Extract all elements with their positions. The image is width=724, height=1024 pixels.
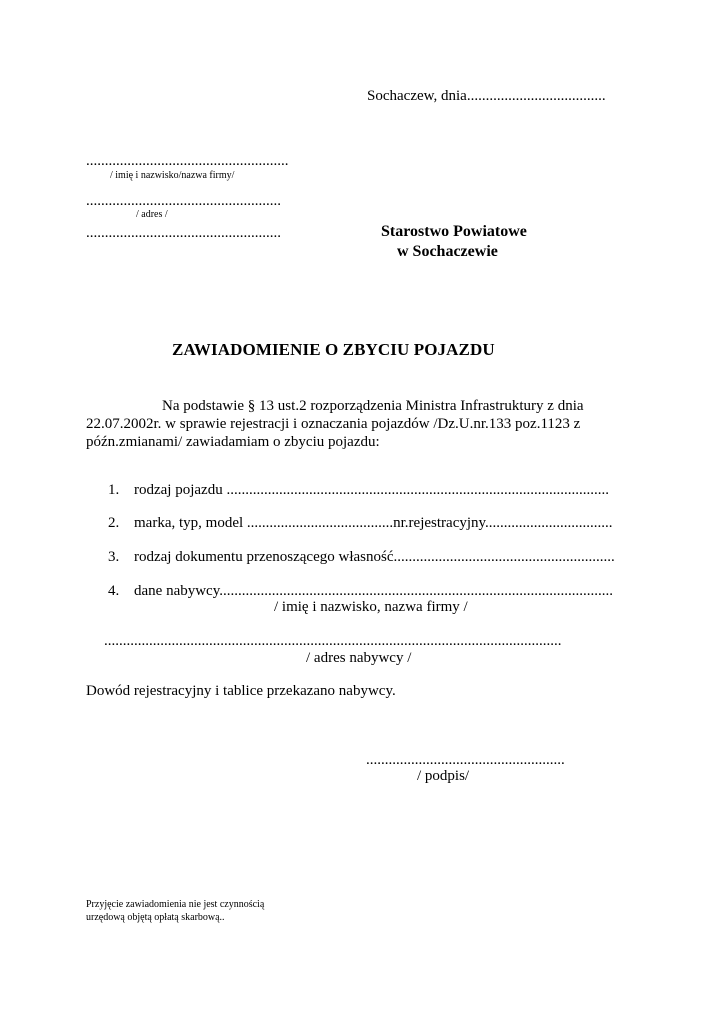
- intro-line-1: Na podstawie § 13 ust.2 rozporządzenia Ministra Infrastruktury z dnia: [162, 398, 584, 414]
- footer-note-line-2: urzędową objętą opłatą skarbową..: [86, 912, 225, 923]
- buyer-name-caption: / imię i nazwisko, nazwa firmy /: [274, 599, 468, 615]
- intro-line-3: późn.zmianami/ zawiadamiam o zbyciu pojazdu:: [86, 434, 380, 450]
- recipient-city: w Sochaczewie: [397, 243, 498, 260]
- intro-paragraph: [86, 397, 606, 451]
- item-number: 2.: [108, 515, 120, 531]
- item-text: rodzaj pojazdu ......................................................................................................: [134, 482, 609, 498]
- item-number: 4.: [108, 583, 120, 599]
- sender-name-caption: / imię i nazwisko/nazwa firmy/: [110, 170, 235, 181]
- list-item: [108, 548, 615, 566]
- signature-caption: / podpis/: [417, 768, 470, 784]
- sender-address-line-2: ....................................................: [86, 225, 281, 241]
- item-number: 3.: [108, 549, 120, 565]
- item-text: marka, typ, model .......................................nr.rejestracyjny..................................: [134, 515, 613, 531]
- recipient-office: Starostwo Powiatowe: [381, 223, 527, 240]
- place-date: Sochaczew, dnia.....................................: [367, 88, 606, 104]
- item-text: dane nabywcy.........................................................................................................: [134, 583, 613, 599]
- intro-line-2: 22.07.2002r. w sprawie rejestracji i oznaczania pojazdów /Dz.U.nr.133 poz.1123 z: [86, 416, 581, 432]
- list-item: [108, 514, 613, 532]
- footer-note-line-1: Przyjęcie zawiadomienia nie jest czynnością: [86, 899, 265, 910]
- item-text: rodzaj dokumentu przenoszącego własność...........................................................: [134, 549, 615, 565]
- buyer-address-caption: / adres nabywcy /: [306, 650, 412, 666]
- buyer-address-line: ..........................................................................................................................: [104, 633, 562, 649]
- item-number: 1.: [108, 482, 120, 498]
- handover-note: Dowód rejestracyjny i tablice przekazano nabywcy.: [86, 683, 396, 699]
- sender-address-line: ....................................................: [86, 193, 281, 209]
- list-item: [108, 481, 609, 499]
- sender-name-line: ......................................................: [86, 153, 289, 169]
- document-title: ZAWIADOMIENIE O ZBYCIU POJAZDU: [172, 340, 495, 359]
- sender-address-caption: / adres /: [136, 209, 168, 220]
- signature-line: .....................................................: [366, 752, 565, 768]
